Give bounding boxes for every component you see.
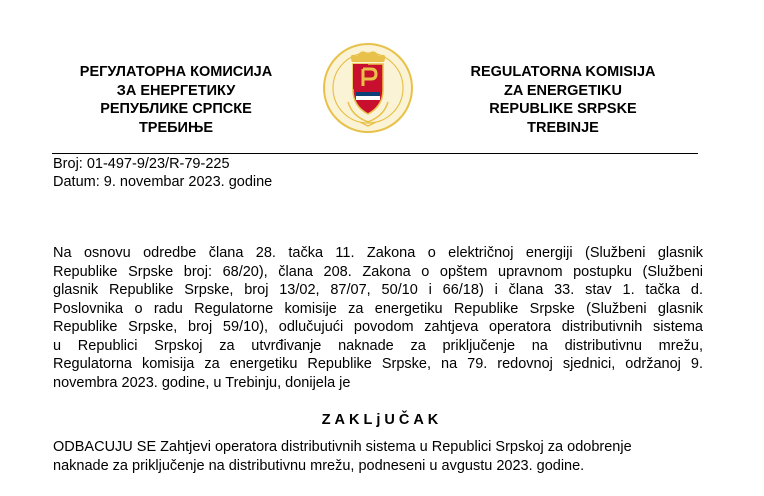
document-date: Datum: 9. novembar 2023. godine: [53, 173, 273, 190]
header-cyrillic-line: РЕПУБЛИКЕ СРПСКЕ: [100, 101, 252, 117]
preamble-line: Poslovnika o radu Regulatorne komisije za energetiku Republike Srpske (Službeni glasnik: [53, 300, 703, 317]
preamble-line: Regulatorna komisija za energetiku Republike Srpske, na 79. redovnoj sjednici, održanoj 9.: [53, 356, 703, 372]
coat-of-arms-emblem: [322, 42, 414, 134]
decision-line: ODBACUJU SE Zahtjevi operatora distributivnih sistema u Republici Srpskoj za odobrenje: [53, 439, 632, 455]
header-cyrillic: [46, 63, 306, 137]
preamble-line: Republike Srpske, broj 59/10), odlučujući povodom zahtjeva operatora distributivnih sistema: [53, 319, 703, 335]
decision-line: naknade za priključenje na distributivnu mrežu, podneseni u avgustu 2023. godine.: [53, 457, 585, 474]
preamble-paragraph: [53, 244, 703, 392]
header-divider: [52, 153, 698, 154]
preamble-line: Republike Srpske broj: 68/20), člana 208. Zakona o opštem upravnom postupku (Službeni: [53, 263, 703, 280]
decision-title: ZAKLjUČAK: [321, 412, 443, 428]
header-cyrillic-line: ЗА ЕНЕРГЕТИКУ: [116, 82, 236, 99]
preamble-line: u Republici Srpskoj za utvrđivanje naknade za priključenje na distributivnu mrežu,: [53, 337, 703, 354]
header-cyrillic-line: ТРЕБИЊЕ: [138, 119, 214, 136]
document-number: Broj: 01-497-9/23/R-79-225: [53, 156, 230, 172]
header-latin: [433, 63, 693, 137]
header-latin-line: REGULATORNA KOMISIJA: [470, 64, 656, 80]
header-latin-line: TREBINJE: [527, 119, 599, 136]
document-meta: [53, 156, 272, 191]
preamble-line: Na osnovu odredbe člana 28. tačka 11. Zakona o električnoj energiji (Službeni glasnik: [53, 245, 703, 261]
preamble-line: glasnik Republike Srpske, broj 13/02, 87/07, 50/10 i 66/18) i člana 33. stav 1. tačka d.: [53, 282, 703, 298]
header-cyrillic-line: РЕГУЛАТОРНА КОМИСИЈА: [79, 64, 273, 80]
preamble-line: novembra 2023. godine, u Trebinju, donijela je: [53, 374, 351, 391]
decision-paragraph: [53, 438, 703, 475]
header-latin-line: ZA ENERGETIKU: [504, 82, 622, 99]
header-latin-line: REPUBLIKE SRPSKE: [489, 101, 637, 117]
